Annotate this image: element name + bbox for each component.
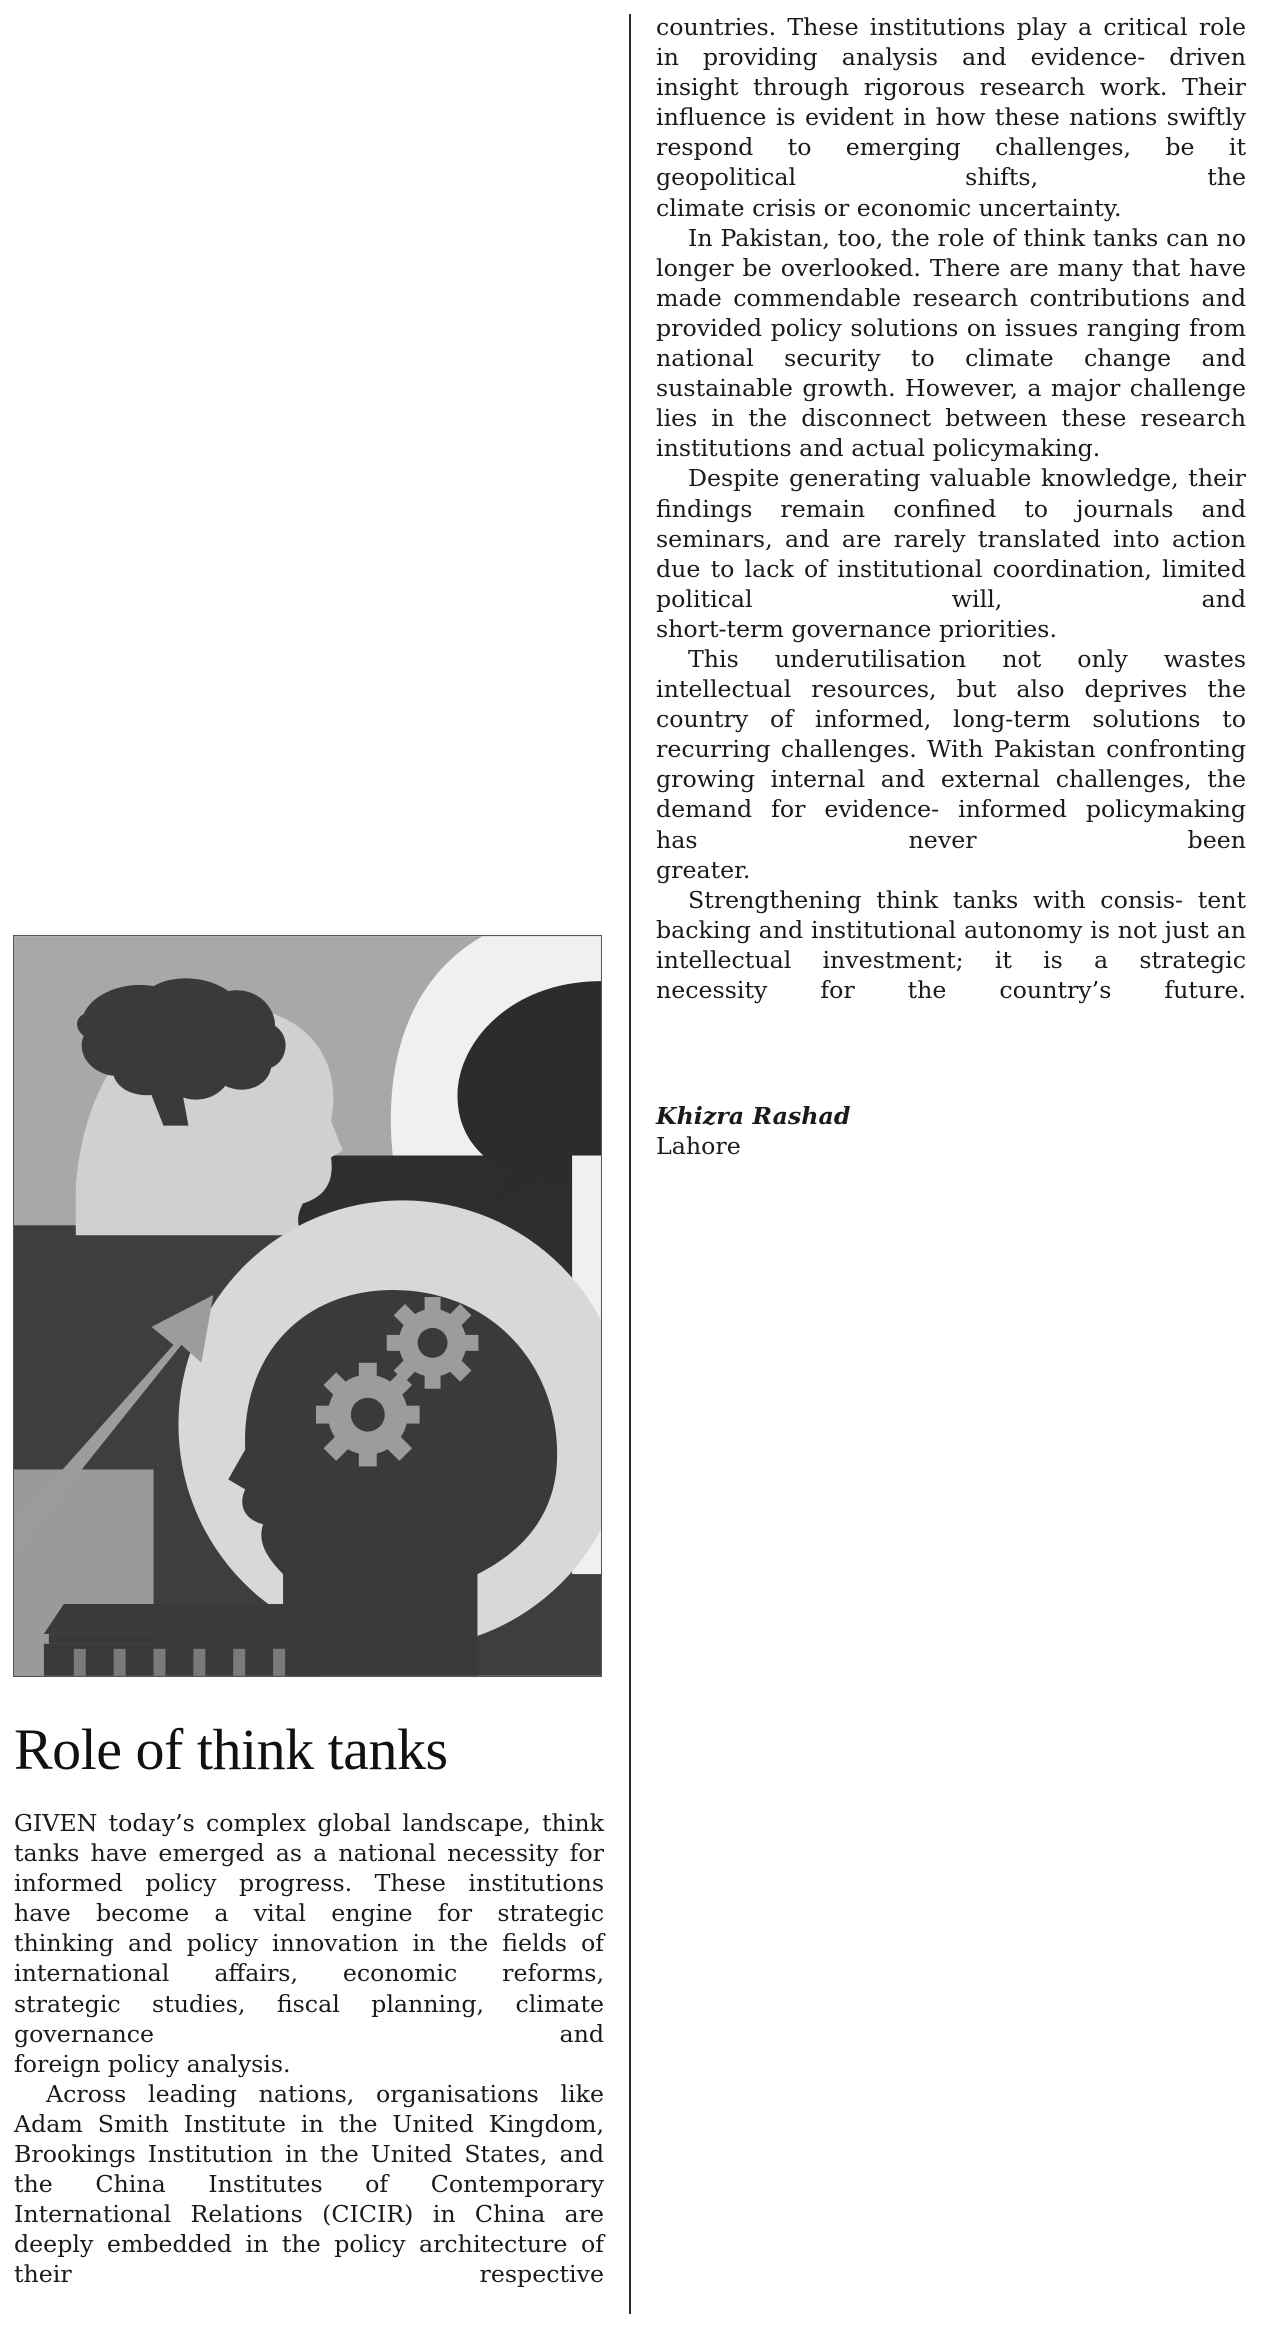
paragraph-5-end bbox=[656, 855, 1246, 885]
text-line: climate crisis or economic uncertainty. bbox=[656, 193, 1122, 222]
text-line: foreign policy analysis. bbox=[14, 2049, 291, 2078]
gear-large-hole bbox=[351, 1398, 385, 1432]
paragraph-4 bbox=[656, 463, 1246, 613]
text-line: their findings remain confined to journals bbox=[656, 464, 1246, 523]
illustration-canvas bbox=[14, 936, 601, 1676]
text-line: Across leading nations, organisations bbox=[46, 2079, 539, 2108]
text-line: strategic necessity for the country’s future. bbox=[656, 945, 1246, 1004]
text-line: short-term governance priorities. bbox=[656, 614, 1057, 643]
text-line: security to climate change and sustainable bbox=[656, 344, 1246, 403]
paragraph-3-end bbox=[656, 433, 1246, 463]
text-line: growth. However, a major challenge lies bbox=[656, 374, 1246, 433]
text-line: coordination, limited political will, and bbox=[656, 554, 1246, 613]
text-line: many that have made commendable bbox=[656, 253, 1246, 312]
text-line: the policy architecture of their respective bbox=[14, 2230, 604, 2289]
text-line: confronting growing internal and external bbox=[656, 735, 1247, 794]
text-line: and seminars, and are rarely translated bbox=[656, 494, 1246, 553]
paragraph-1-end bbox=[14, 2049, 604, 2079]
text-line: greater. bbox=[656, 855, 751, 884]
text-line: like Adam Smith Institute in the United bbox=[14, 2079, 605, 2138]
paragraph-2-end bbox=[656, 193, 1246, 223]
text-line: intellectual resources, but also deprives the bbox=[656, 675, 1246, 704]
text-line: Kingdom, Brookings Institution in the bbox=[14, 2109, 604, 2169]
text-line: United States, and the China Institutes of bbox=[14, 2140, 604, 2199]
text-line: Despite generating valuable knowledge, bbox=[688, 464, 1179, 493]
text-line: can no longer be overlooked. There are bbox=[656, 223, 1247, 282]
gear-small-hole bbox=[418, 1328, 448, 1358]
text-line: In Pakistan, too, the role of think tanks bbox=[688, 223, 1159, 252]
text-line: affairs, economic reforms, strategic studies, bbox=[14, 1959, 604, 2018]
text-line: challenges, the demand for evidence- bbox=[656, 765, 1246, 824]
text-line: driven insight through rigorous research bbox=[656, 43, 1246, 102]
text-line: necessity for informed policy progress. bbox=[14, 1839, 604, 1898]
text-line: informed policymaking has never been bbox=[656, 795, 1247, 854]
author-city: Lahore bbox=[656, 1132, 741, 1160]
text-line: solutions on issues ranging from national bbox=[656, 313, 1246, 373]
text-line: tent backing and institutional autonomy bbox=[656, 885, 1247, 944]
column-divider bbox=[629, 14, 631, 2314]
text-line: engine for strategic thinking and policy bbox=[14, 1899, 605, 1958]
text-line: role in providing analysis and evidence- bbox=[656, 13, 1246, 72]
text-line: work. Their influence is evident in how bbox=[656, 73, 1247, 132]
text-line: (CICIR) in China are deeply embedded in bbox=[14, 2200, 605, 2259]
text-line: innovation in the fields of international bbox=[14, 1929, 605, 1988]
text-line: Strengthening think tanks with consis- bbox=[688, 885, 1183, 914]
paragraph-5 bbox=[656, 644, 1246, 855]
text-line: challenges, be it geopolitical shifts, the bbox=[656, 133, 1246, 192]
text-line: institutions and actual policymaking. bbox=[656, 434, 1101, 463]
paragraph-6 bbox=[656, 885, 1246, 1005]
paragraph-2-continued bbox=[656, 12, 1246, 193]
text-line: into action due to lack of institutional bbox=[656, 524, 1246, 583]
text-line: these nations swiftly respond to emerging bbox=[656, 103, 1246, 162]
text-line: research contributions and provided policy bbox=[656, 283, 1246, 342]
paragraph-2 bbox=[14, 2079, 604, 2290]
paragraph-4-end bbox=[656, 614, 1246, 644]
text-line: These institutions have become a vital bbox=[14, 1869, 605, 1928]
letter-signature bbox=[656, 1101, 850, 1161]
paragraph-3 bbox=[656, 223, 1246, 434]
text-line: GIVEN today’s complex global landscape, bbox=[14, 1809, 531, 1837]
text-line: think tanks have emerged as a national bbox=[14, 1809, 604, 1868]
left-column bbox=[14, 1808, 604, 2290]
text-line: in the disconnect between these research bbox=[711, 404, 1247, 433]
text-line: This underutilisation not only wastes bbox=[688, 644, 1246, 673]
text-line: countries. These institutions play a critical bbox=[656, 13, 1188, 41]
right-column bbox=[656, 12, 1246, 1005]
article-headline: Role of think tanks bbox=[14, 1717, 448, 1782]
paragraph-1 bbox=[14, 1808, 604, 2049]
text-line: fiscal planning, climate governance and bbox=[14, 1989, 604, 2048]
think-tank-illustration bbox=[13, 935, 602, 1677]
text-line: Contemporary International Relations bbox=[14, 2170, 605, 2229]
text-line: country of informed, long-term solutions bbox=[656, 705, 1201, 734]
text-line: to recurring challenges. With Pakistan bbox=[656, 705, 1246, 764]
text-line: is not just an intellectual investment; it is a bbox=[656, 915, 1247, 974]
author-name: Khizra Rashad bbox=[656, 1102, 851, 1130]
